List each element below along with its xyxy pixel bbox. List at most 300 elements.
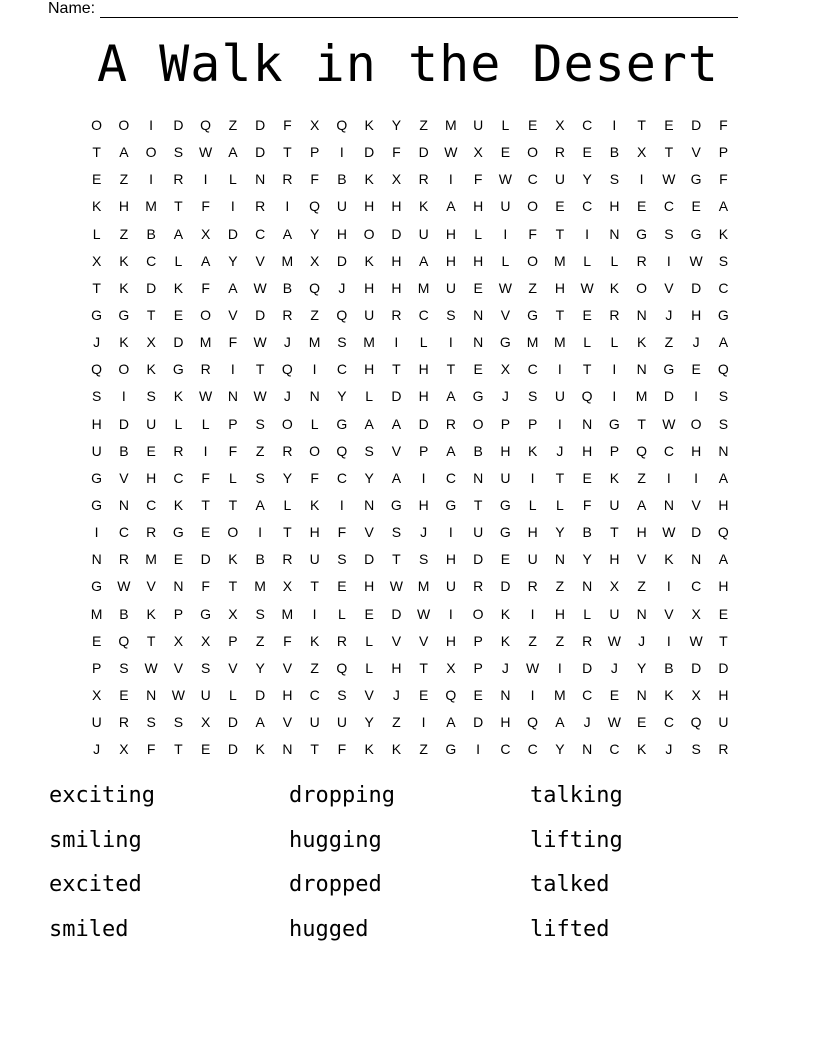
grid-cell[interactable]: X bbox=[309, 252, 320, 269]
grid-cell[interactable]: T bbox=[174, 198, 183, 215]
grid-cell[interactable]: X bbox=[228, 605, 238, 622]
grid-cell[interactable]: I bbox=[585, 225, 590, 242]
grid-cell[interactable]: H bbox=[445, 551, 456, 568]
grid-cell[interactable]: W bbox=[662, 415, 676, 432]
grid-cell[interactable]: D bbox=[227, 225, 238, 242]
grid-cell[interactable]: W bbox=[199, 388, 213, 405]
grid-cell[interactable]: N bbox=[582, 578, 593, 595]
grid-cell[interactable]: V bbox=[119, 469, 129, 486]
grid-cell[interactable]: R bbox=[118, 714, 129, 731]
grid-cell[interactable]: N bbox=[282, 741, 293, 758]
grid-cell[interactable]: I bbox=[557, 659, 562, 676]
grid-cell[interactable]: S bbox=[364, 442, 374, 459]
grid-cell[interactable]: I bbox=[394, 334, 399, 351]
grid-cell[interactable]: V bbox=[391, 632, 402, 649]
grid-cell[interactable]: N bbox=[118, 496, 129, 513]
grid-cell[interactable]: I bbox=[557, 361, 562, 378]
grid-cell[interactable]: Z bbox=[255, 442, 265, 459]
grid-cell[interactable]: L bbox=[583, 334, 592, 351]
grid-cell[interactable]: V bbox=[364, 524, 374, 541]
grid-cell[interactable]: B bbox=[255, 551, 265, 568]
grid-cell[interactable]: Z bbox=[419, 741, 428, 758]
grid-cell[interactable]: C bbox=[663, 442, 674, 459]
grid-cell[interactable]: J bbox=[338, 279, 346, 296]
grid-cell[interactable]: S bbox=[173, 144, 184, 161]
grid-cell[interactable]: W bbox=[526, 659, 540, 676]
grid-cell[interactable]: H bbox=[391, 198, 402, 215]
grid-cell[interactable]: G bbox=[527, 306, 539, 323]
grid-cell[interactable]: S bbox=[337, 334, 347, 351]
grid-cell[interactable]: M bbox=[281, 252, 294, 269]
grid-cell[interactable]: W bbox=[607, 714, 621, 731]
grid-cell[interactable]: K bbox=[173, 388, 184, 405]
grid-cell[interactable]: E bbox=[119, 686, 129, 703]
grid-cell[interactable]: J bbox=[283, 334, 291, 351]
grid-cell[interactable]: H bbox=[500, 714, 511, 731]
grid-cell[interactable]: N bbox=[636, 686, 647, 703]
grid-cell[interactable]: H bbox=[582, 442, 593, 459]
grid-cell[interactable]: W bbox=[444, 144, 458, 161]
grid-cell[interactable]: F bbox=[228, 334, 238, 351]
grid-cell[interactable]: I bbox=[448, 334, 453, 351]
grid-cell[interactable]: I bbox=[530, 686, 535, 703]
grid-cell[interactable]: K bbox=[391, 741, 402, 758]
grid-cell[interactable]: L bbox=[419, 334, 428, 351]
grid-cell[interactable]: T bbox=[392, 551, 401, 568]
grid-cell[interactable]: Q bbox=[445, 686, 457, 703]
grid-cell[interactable]: J bbox=[583, 714, 591, 731]
grid-cell[interactable]: S bbox=[718, 388, 729, 405]
grid-cell[interactable]: F bbox=[337, 524, 347, 541]
grid-cell[interactable]: D bbox=[173, 117, 184, 133]
grid-cell[interactable]: P bbox=[527, 415, 538, 432]
grid-cell[interactable]: Y bbox=[582, 551, 592, 568]
grid-cell[interactable]: I bbox=[612, 117, 617, 133]
grid-cell[interactable]: D bbox=[364, 551, 375, 568]
grid-cell[interactable]: T bbox=[555, 225, 565, 242]
grid-cell[interactable]: E bbox=[555, 198, 565, 215]
grid-cell[interactable]: Q bbox=[636, 442, 648, 459]
grid-cell[interactable]: C bbox=[146, 252, 157, 269]
grid-cell[interactable]: K bbox=[91, 198, 102, 215]
grid-cell[interactable]: E bbox=[364, 605, 374, 622]
grid-cell[interactable]: P bbox=[309, 144, 320, 161]
grid-cell[interactable]: C bbox=[118, 524, 129, 541]
grid-cell[interactable]: Q bbox=[527, 714, 539, 731]
grid-cell[interactable]: H bbox=[418, 361, 429, 378]
grid-cell[interactable]: M bbox=[281, 605, 294, 622]
grid-cell[interactable]: V bbox=[418, 632, 429, 649]
grid-cell[interactable]: C bbox=[663, 198, 674, 215]
grid-cell[interactable]: T bbox=[228, 578, 238, 595]
grid-cell[interactable]: C bbox=[663, 714, 674, 731]
grid-cell[interactable]: R bbox=[173, 171, 184, 188]
grid-cell[interactable]: P bbox=[609, 442, 620, 459]
grid-cell[interactable]: N bbox=[609, 225, 620, 242]
grid-cell[interactable]: B bbox=[664, 659, 674, 676]
grid-cell[interactable]: D bbox=[691, 117, 702, 133]
grid-cell[interactable]: W bbox=[253, 279, 267, 296]
grid-cell[interactable]: Y bbox=[391, 117, 402, 133]
grid-cell[interactable]: L bbox=[501, 252, 510, 269]
grid-cell[interactable]: H bbox=[146, 469, 157, 486]
grid-cell[interactable]: X bbox=[282, 578, 293, 595]
grid-cell[interactable]: B bbox=[582, 524, 592, 541]
grid-cell[interactable]: D bbox=[418, 415, 429, 432]
grid-cell[interactable]: E bbox=[609, 686, 620, 703]
grid-cell[interactable]: N bbox=[691, 551, 702, 568]
grid-cell[interactable]: W bbox=[662, 171, 676, 188]
grid-cell[interactable]: D bbox=[391, 605, 402, 622]
grid-cell[interactable]: A bbox=[446, 442, 456, 459]
grid-cell[interactable]: W bbox=[689, 632, 703, 649]
grid-cell[interactable]: W bbox=[253, 388, 267, 405]
grid-cell[interactable]: O bbox=[91, 117, 103, 133]
grid-cell[interactable]: D bbox=[663, 388, 674, 405]
grid-cell[interactable]: K bbox=[146, 605, 156, 622]
grid-cell[interactable]: V bbox=[691, 496, 701, 513]
grid-cell[interactable]: X bbox=[446, 659, 456, 676]
grid-cell[interactable]: Q bbox=[309, 198, 321, 215]
grid-cell[interactable]: I bbox=[530, 469, 535, 486]
grid-cell[interactable]: X bbox=[500, 361, 511, 378]
grid-cell[interactable]: X bbox=[691, 605, 701, 622]
grid-cell[interactable]: P bbox=[473, 659, 483, 676]
grid-cell[interactable]: G bbox=[472, 388, 484, 405]
grid-cell[interactable]: P bbox=[228, 415, 238, 432]
grid-cell[interactable]: I bbox=[312, 605, 317, 622]
grid-cell[interactable]: F bbox=[310, 171, 319, 188]
grid-cell[interactable]: M bbox=[308, 334, 321, 351]
grid-cell[interactable]: X bbox=[636, 144, 647, 161]
grid-cell[interactable]: E bbox=[582, 306, 592, 323]
grid-cell[interactable]: O bbox=[309, 442, 321, 459]
grid-cell[interactable]: X bbox=[555, 117, 565, 133]
grid-cell[interactable]: D bbox=[691, 524, 702, 541]
grid-cell[interactable]: U bbox=[309, 551, 320, 568]
grid-cell[interactable]: E bbox=[582, 469, 592, 486]
grid-cell[interactable]: N bbox=[636, 361, 647, 378]
grid-cell[interactable]: U bbox=[336, 198, 347, 215]
grid-cell[interactable]: A bbox=[555, 714, 565, 731]
grid-cell[interactable]: M bbox=[445, 117, 457, 133]
grid-cell[interactable]: U bbox=[445, 578, 456, 595]
grid-cell[interactable]: Y bbox=[337, 388, 347, 405]
grid-cell[interactable]: X bbox=[91, 252, 102, 269]
grid-cell[interactable]: T bbox=[92, 144, 101, 161]
grid-cell[interactable]: E bbox=[500, 551, 511, 568]
grid-cell[interactable]: Z bbox=[528, 632, 537, 649]
grid-cell[interactable]: A bbox=[228, 279, 238, 296]
grid-cell[interactable]: O bbox=[636, 279, 648, 296]
grid-cell[interactable]: R bbox=[609, 306, 620, 323]
grid-cell[interactable]: E bbox=[527, 117, 538, 133]
grid-cell[interactable]: K bbox=[664, 686, 674, 703]
grid-cell[interactable]: R bbox=[336, 632, 347, 649]
grid-cell[interactable]: T bbox=[719, 632, 728, 649]
grid-cell[interactable]: J bbox=[93, 334, 101, 351]
grid-cell[interactable]: T bbox=[228, 496, 238, 513]
grid-cell[interactable]: S bbox=[691, 741, 701, 758]
grid-cell[interactable]: U bbox=[554, 171, 565, 188]
grid-cell[interactable]: K bbox=[364, 252, 374, 269]
grid-cell[interactable]: I bbox=[149, 117, 154, 133]
grid-cell[interactable]: T bbox=[146, 632, 156, 649]
grid-cell[interactable]: L bbox=[583, 252, 592, 269]
grid-cell[interactable]: C bbox=[255, 225, 266, 242]
grid-cell[interactable]: J bbox=[501, 659, 509, 676]
grid-cell[interactable]: O bbox=[527, 252, 539, 269]
grid-cell[interactable]: H bbox=[391, 659, 402, 676]
grid-cell[interactable]: V bbox=[500, 306, 511, 323]
grid-cell[interactable]: Z bbox=[119, 225, 129, 242]
grid-cell[interactable]: V bbox=[664, 279, 674, 296]
grid-cell[interactable]: G bbox=[499, 334, 511, 351]
grid-cell[interactable]: D bbox=[473, 714, 484, 731]
grid-cell[interactable]: O bbox=[118, 361, 130, 378]
grid-cell[interactable]: V bbox=[228, 659, 238, 676]
grid-cell[interactable]: I bbox=[203, 442, 208, 459]
grid-cell[interactable]: L bbox=[365, 388, 374, 405]
grid-cell[interactable]: O bbox=[145, 144, 157, 161]
grid-cell[interactable]: O bbox=[472, 415, 484, 432]
grid-cell[interactable]: H bbox=[500, 442, 511, 459]
grid-cell[interactable]: R bbox=[636, 252, 647, 269]
grid-cell[interactable]: M bbox=[199, 334, 212, 351]
grid-cell[interactable]: H bbox=[527, 524, 538, 541]
grid-cell[interactable]: S bbox=[146, 388, 156, 405]
grid-cell[interactable]: M bbox=[635, 388, 648, 405]
grid-cell[interactable]: C bbox=[500, 741, 511, 758]
grid-cell[interactable]: P bbox=[228, 632, 238, 649]
grid-cell[interactable]: J bbox=[692, 334, 700, 351]
grid-cell[interactable]: O bbox=[472, 605, 484, 622]
grid-cell[interactable]: N bbox=[636, 306, 647, 323]
grid-cell[interactable]: K bbox=[636, 334, 647, 351]
grid-cell[interactable]: N bbox=[663, 496, 674, 513]
grid-cell[interactable]: E bbox=[636, 198, 647, 215]
grid-cell[interactable]: K bbox=[309, 496, 320, 513]
grid-cell[interactable]: L bbox=[555, 496, 564, 513]
grid-cell[interactable]: O bbox=[690, 415, 702, 432]
grid-cell[interactable]: G bbox=[445, 496, 457, 513]
grid-cell[interactable]: S bbox=[609, 171, 620, 188]
grid-cell[interactable]: M bbox=[554, 686, 566, 703]
grid-cell[interactable]: W bbox=[117, 578, 131, 595]
grid-cell[interactable]: D bbox=[255, 306, 266, 323]
grid-cell[interactable]: F bbox=[310, 469, 319, 486]
grid-cell[interactable]: A bbox=[282, 225, 293, 242]
grid-cell[interactable]: I bbox=[258, 524, 263, 541]
grid-cell[interactable]: P bbox=[91, 659, 102, 676]
grid-cell[interactable]: Q bbox=[581, 388, 593, 405]
grid-cell[interactable]: T bbox=[310, 741, 319, 758]
grid-cell[interactable]: V bbox=[391, 442, 402, 459]
grid-cell[interactable]: V bbox=[282, 659, 293, 676]
grid-cell[interactable]: F bbox=[201, 279, 210, 296]
grid-cell[interactable]: M bbox=[526, 334, 539, 351]
grid-cell[interactable]: C bbox=[582, 686, 593, 703]
grid-cell[interactable]: R bbox=[718, 741, 729, 758]
grid-cell[interactable]: S bbox=[146, 714, 156, 731]
grid-cell[interactable]: S bbox=[718, 415, 729, 432]
grid-cell[interactable]: W bbox=[171, 686, 185, 703]
grid-cell[interactable]: W bbox=[253, 334, 267, 351]
grid-cell[interactable]: N bbox=[582, 741, 593, 758]
grid-cell[interactable]: K bbox=[173, 496, 184, 513]
grid-cell[interactable]: E bbox=[146, 442, 156, 459]
grid-cell[interactable]: F bbox=[337, 741, 347, 758]
grid-cell[interactable]: J bbox=[610, 659, 618, 676]
grid-cell[interactable]: T bbox=[201, 496, 210, 513]
grid-cell[interactable]: G bbox=[172, 524, 184, 541]
grid-cell[interactable]: B bbox=[282, 279, 293, 296]
grid-cell[interactable]: C bbox=[582, 117, 593, 133]
grid-cell[interactable]: A bbox=[718, 551, 729, 568]
grid-cell[interactable]: R bbox=[282, 442, 293, 459]
grid-cell[interactable]: L bbox=[365, 632, 374, 649]
grid-cell[interactable]: U bbox=[609, 496, 620, 513]
grid-cell[interactable]: B bbox=[473, 442, 483, 459]
grid-cell[interactable]: I bbox=[666, 632, 671, 649]
grid-cell[interactable]: O bbox=[527, 198, 539, 215]
grid-cell[interactable]: W bbox=[498, 279, 512, 296]
grid-cell[interactable]: K bbox=[309, 632, 320, 649]
grid-cell[interactable]: H bbox=[418, 388, 429, 405]
grid-cell[interactable]: T bbox=[146, 306, 156, 323]
grid-cell[interactable]: S bbox=[527, 388, 538, 405]
grid-cell[interactable]: D bbox=[718, 659, 729, 676]
grid-cell[interactable]: A bbox=[255, 714, 265, 731]
grid-cell[interactable]: K bbox=[364, 117, 374, 133]
grid-cell[interactable]: M bbox=[554, 334, 566, 351]
grid-cell[interactable]: B bbox=[609, 144, 620, 161]
grid-cell[interactable]: X bbox=[309, 117, 320, 133]
grid-cell[interactable]: Q bbox=[336, 659, 348, 676]
grid-cell[interactable]: D bbox=[473, 551, 484, 568]
grid-cell[interactable]: I bbox=[121, 388, 126, 405]
grid-cell[interactable]: T bbox=[582, 361, 592, 378]
grid-cell[interactable]: A bbox=[391, 469, 402, 486]
grid-cell[interactable]: N bbox=[473, 469, 484, 486]
grid-cell[interactable]: U bbox=[473, 524, 484, 541]
grid-cell[interactable]: T bbox=[255, 361, 265, 378]
grid-cell[interactable]: X bbox=[119, 741, 129, 758]
grid-cell[interactable]: A bbox=[173, 225, 184, 242]
grid-cell[interactable]: L bbox=[528, 496, 537, 513]
grid-cell[interactable]: U bbox=[309, 714, 320, 731]
grid-cell[interactable]: Z bbox=[228, 117, 238, 133]
grid-cell[interactable]: Q bbox=[717, 361, 729, 378]
grid-cell[interactable]: P bbox=[418, 442, 429, 459]
grid-cell[interactable]: A bbox=[119, 144, 129, 161]
grid-cell[interactable]: V bbox=[691, 144, 701, 161]
grid-cell[interactable]: H bbox=[636, 524, 647, 541]
grid-cell[interactable]: W bbox=[662, 524, 676, 541]
grid-cell[interactable]: H bbox=[364, 279, 375, 296]
grid-cell[interactable]: H bbox=[473, 198, 484, 215]
grid-cell[interactable]: D bbox=[118, 415, 129, 432]
grid-cell[interactable]: H bbox=[282, 686, 293, 703]
grid-cell[interactable]: M bbox=[145, 551, 157, 568]
grid-cell[interactable]: H bbox=[391, 279, 402, 296]
grid-cell[interactable]: C bbox=[336, 361, 347, 378]
grid-cell[interactable]: L bbox=[610, 252, 619, 269]
grid-cell[interactable]: U bbox=[445, 279, 456, 296]
grid-cell[interactable]: R bbox=[282, 306, 293, 323]
grid-cell[interactable]: I bbox=[149, 171, 154, 188]
grid-cell[interactable]: Z bbox=[419, 117, 428, 133]
grid-cell[interactable]: T bbox=[283, 524, 292, 541]
grid-cell[interactable]: R bbox=[473, 578, 484, 595]
grid-cell[interactable]: H bbox=[691, 442, 702, 459]
grid-cell[interactable]: I bbox=[476, 741, 481, 758]
grid-cell[interactable]: B bbox=[119, 605, 129, 622]
grid-cell[interactable]: G bbox=[717, 306, 729, 323]
grid-cell[interactable]: C bbox=[418, 306, 429, 323]
grid-cell[interactable]: K bbox=[364, 741, 374, 758]
grid-cell[interactable]: I bbox=[339, 144, 344, 161]
grid-cell[interactable]: F bbox=[201, 198, 210, 215]
grid-cell[interactable]: I bbox=[612, 388, 617, 405]
grid-cell[interactable]: I bbox=[421, 714, 426, 731]
grid-cell[interactable]: B bbox=[119, 442, 129, 459]
grid-cell[interactable]: F bbox=[528, 225, 537, 242]
grid-cell[interactable]: E bbox=[473, 279, 483, 296]
grid-cell[interactable]: I bbox=[666, 252, 671, 269]
grid-cell[interactable]: F bbox=[228, 442, 238, 459]
grid-cell[interactable]: H bbox=[718, 496, 729, 513]
grid-cell[interactable]: A bbox=[255, 496, 265, 513]
grid-cell[interactable]: I bbox=[94, 524, 99, 541]
grid-cell[interactable]: L bbox=[310, 415, 319, 432]
grid-cell[interactable]: Z bbox=[255, 632, 265, 649]
grid-cell[interactable]: O bbox=[363, 225, 375, 242]
grid-cell[interactable]: Y bbox=[282, 469, 293, 486]
grid-cell[interactable]: G bbox=[690, 225, 702, 242]
grid-cell[interactable]: X bbox=[691, 686, 701, 703]
grid-cell[interactable]: U bbox=[500, 198, 511, 215]
grid-cell[interactable]: Q bbox=[200, 117, 212, 133]
grid-cell[interactable]: J bbox=[392, 686, 400, 703]
grid-cell[interactable]: Z bbox=[555, 578, 565, 595]
grid-cell[interactable]: I bbox=[557, 415, 562, 432]
grid-cell[interactable]: I bbox=[639, 171, 644, 188]
grid-cell[interactable]: N bbox=[173, 578, 184, 595]
grid-cell[interactable]: E bbox=[337, 578, 347, 595]
grid-cell[interactable]: L bbox=[365, 659, 374, 676]
grid-cell[interactable]: H bbox=[445, 252, 456, 269]
grid-cell[interactable]: N bbox=[500, 686, 511, 703]
grid-cell[interactable]: K bbox=[146, 361, 156, 378]
grid-cell[interactable]: S bbox=[200, 659, 211, 676]
grid-cell[interactable]: I bbox=[666, 469, 671, 486]
grid-cell[interactable]: L bbox=[174, 252, 183, 269]
grid-cell[interactable]: T bbox=[664, 144, 674, 161]
grid-cell[interactable]: D bbox=[173, 334, 184, 351]
grid-cell[interactable]: E bbox=[691, 198, 701, 215]
grid-cell[interactable]: S bbox=[391, 524, 402, 541]
grid-cell[interactable]: K bbox=[119, 334, 129, 351]
grid-cell[interactable]: M bbox=[90, 605, 103, 622]
grid-cell[interactable]: T bbox=[555, 469, 565, 486]
grid-cell[interactable]: O bbox=[118, 117, 130, 133]
grid-cell[interactable]: L bbox=[228, 686, 237, 703]
grid-cell[interactable]: N bbox=[554, 551, 565, 568]
grid-cell[interactable]: L bbox=[474, 225, 483, 242]
grid-cell[interactable]: H bbox=[391, 252, 402, 269]
grid-cell[interactable]: G bbox=[91, 578, 103, 595]
